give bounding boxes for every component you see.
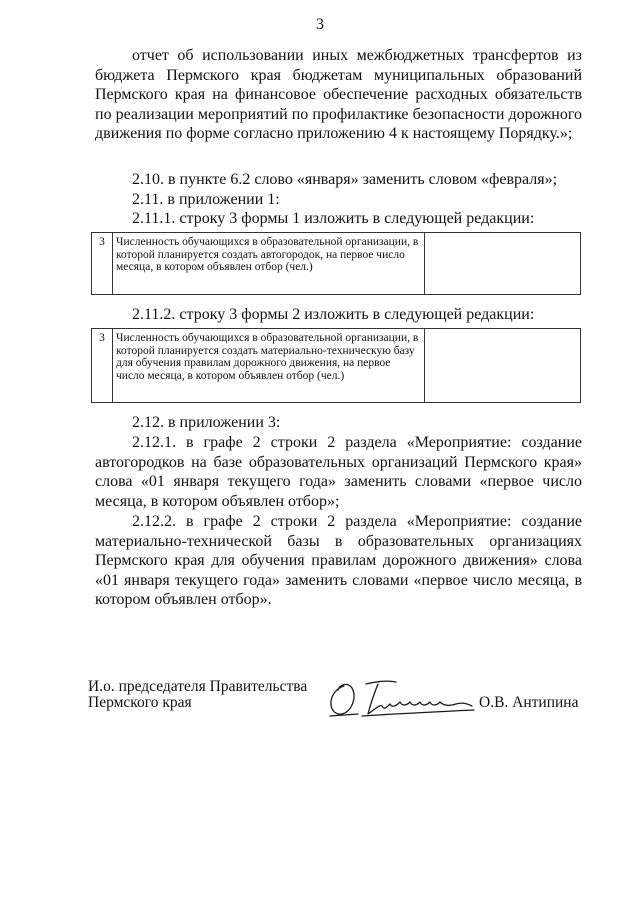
signatory-position-line1: И.о. председателя Правительства <box>88 678 308 695</box>
paragraph-2-12-2-block <box>95 512 582 610</box>
signatory-position <box>88 679 307 711</box>
row-value-cell <box>425 233 581 295</box>
paragraph-2-12-1: 2.12.1. в графе 2 строки 2 раздела «Мероприятие: создание автогородков на базе образовательных организаций Пермского края» слова «01 января текущего года» заменить словами «первое число месяца, в котором объявлен отбор»; <box>95 434 582 510</box>
signatory-name: О.В. Антипина <box>479 694 579 711</box>
paragraph-intro-text: отчет об использовании иных межбюджетных трансфертов из бюджета Пермского края бюджетам муниципальных образований Пермского края на финансовое обеспечение расходных обязательств по реализации мероприятий по профилактике безопасности дорожного движения по форме согласно приложению 4 к настоящему Порядку.»; <box>95 47 582 142</box>
paragraph-2-12-2: 2.12.2. в графе 2 строки 2 раздела «Мероприятие: создание материально-технической базы в образовательных организациях Пермского края для обучения правилам дорожного движения» слова «01 января текущего года» заменить словами «первое число месяца, в котором объявлен отбор». <box>95 513 582 608</box>
paragraph-2-11-2: 2.11.2. строку 3 формы 2 изложить в следующей редакции: <box>132 306 535 323</box>
paragraph-2-11: 2.11. в приложении 1: <box>132 191 280 208</box>
paragraph-2-12: 2.12. в приложении 3: <box>132 414 281 431</box>
form1-row3-table <box>91 232 581 295</box>
paragraph-report-end <box>95 46 582 144</box>
row-description-cell: Численность обучающихся в образовательной организации, в которой планируется создать автогородок, на первое число месяца, в котором объявлен отбор (чел.) <box>113 233 425 295</box>
paragraph-2-11-1: 2.11.1. строку 3 формы 1 изложить в следующей редакции: <box>132 210 535 227</box>
row-value-cell <box>425 329 581 403</box>
row-number-cell: 3 <box>92 233 113 295</box>
row-description-cell: Численность обучающихся в образовательной организации, в которой планируется создать материально-техническую базу для обучения правилам дорожного движения, на первое число месяца, в котором объявлен отбор (чел.) <box>113 329 425 403</box>
handwritten-signature-icon <box>322 676 482 725</box>
page-number: 3 <box>316 16 324 33</box>
row-number-cell: 3 <box>92 329 113 403</box>
form2-row3-table <box>91 328 581 403</box>
signatory-position-line2: Пермского края <box>88 694 192 711</box>
table-row <box>92 329 581 403</box>
paragraph-2-10: 2.10. в пункте 6.2 слово «января» заменить словом «февраля»; <box>132 171 558 188</box>
table-row <box>92 233 581 295</box>
paragraph-2-12-1-block <box>95 433 582 511</box>
